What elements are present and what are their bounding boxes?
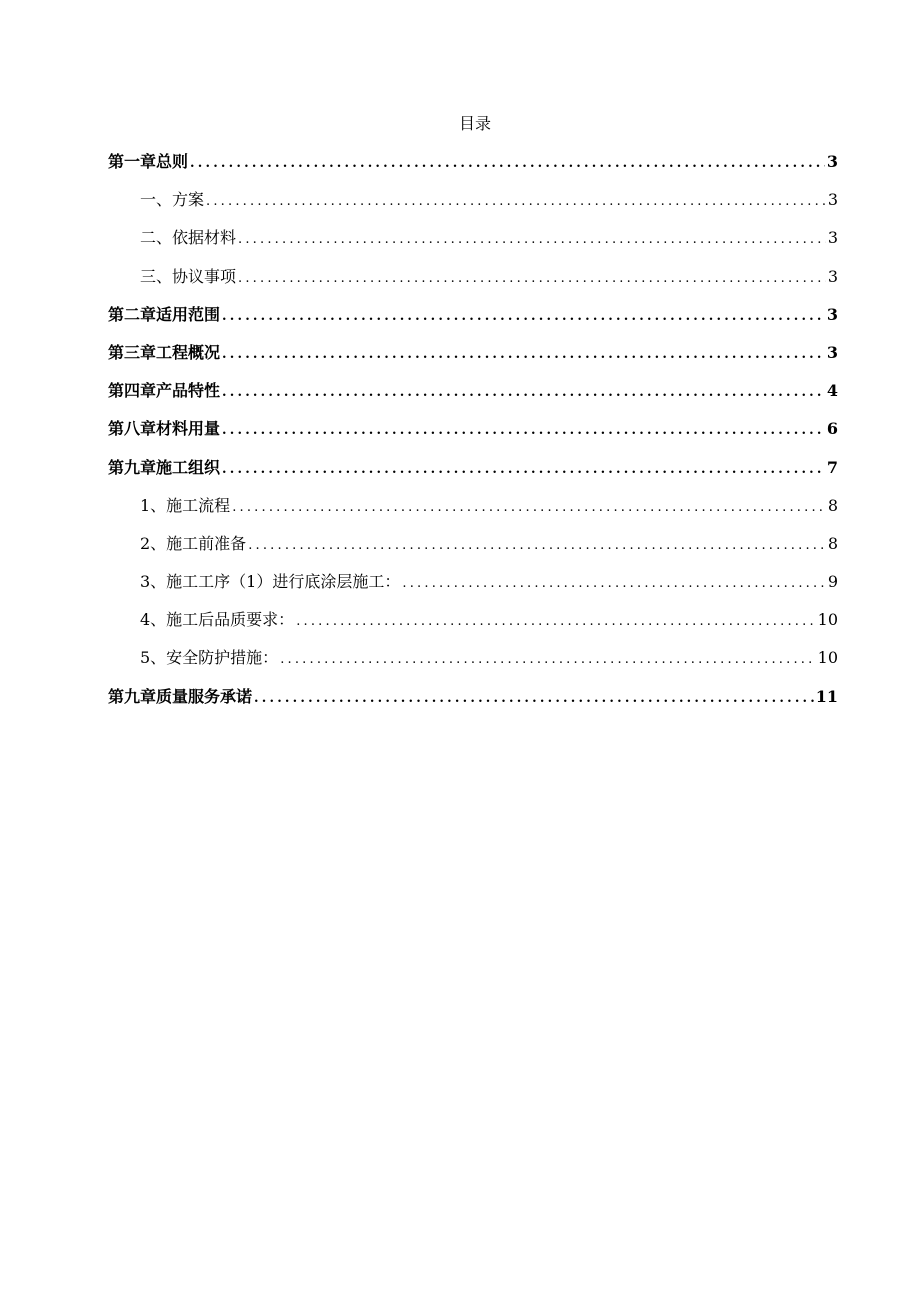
toc-entry-label: 第二章适用范围: [108, 304, 221, 324]
toc-entry-label: 2、施工前准备: [140, 533, 247, 553]
toc-entry[interactable]: [108, 417, 838, 455]
toc-dot-leader: [238, 228, 826, 252]
toc-entry-label: 二、依据材料: [140, 228, 237, 248]
toc-entry-label: 第八章材料用量: [108, 419, 221, 439]
toc-dot-leader: [232, 496, 826, 520]
toc-entry-page: 6: [826, 419, 838, 439]
toc-entry-label: 4、施工后品质要求：: [140, 610, 295, 630]
toc-entry-page: 8: [827, 533, 838, 553]
toc-entry-label: 第九章施工组织: [108, 457, 221, 477]
toc-entry[interactable]: [108, 341, 838, 379]
toc-dot-leader: [238, 267, 826, 291]
toc-dot-leader: [296, 610, 815, 634]
toc-entry-label: 3、施工工序（1）进行底涂层施工：: [140, 572, 401, 592]
toc-entry[interactable]: [108, 379, 838, 417]
toc-entry-page: 3: [827, 228, 838, 248]
toc-dot-leader: [402, 572, 825, 596]
toc-dot-leader: [206, 190, 826, 214]
toc-entry-label: 第九章质量服务承诺: [108, 686, 253, 706]
toc-entry[interactable]: [108, 646, 838, 684]
toc-entry-page: 9: [827, 572, 838, 592]
toc-entry[interactable]: [108, 570, 838, 608]
toc-entry-label: 5、安全防护措施：: [140, 648, 279, 668]
toc-title: 目录: [458, 114, 491, 133]
toc-entry[interactable]: [108, 303, 838, 341]
toc-dot-leader: [222, 305, 825, 329]
toc-entry[interactable]: [108, 494, 838, 532]
toc-entry[interactable]: [108, 188, 838, 226]
toc-entry[interactable]: [108, 265, 838, 303]
toc-entry[interactable]: [108, 226, 838, 264]
toc-entry-page: 3: [827, 190, 838, 210]
toc-entry[interactable]: [108, 532, 838, 570]
toc-entry-label: 一、方案: [140, 190, 205, 210]
toc-dot-leader: [254, 687, 814, 711]
toc-dot-leader: [222, 343, 825, 367]
toc-entry-label: 第四章产品特性: [108, 381, 221, 401]
toc-entry[interactable]: [108, 456, 838, 494]
toc-entry-page: 10: [817, 648, 838, 668]
toc-entry-label: 1、施工流程: [140, 495, 231, 515]
toc-dot-leader: [222, 381, 825, 405]
toc-entry[interactable]: [108, 608, 838, 646]
toc-dot-leader: [248, 534, 826, 558]
toc-entry-label: 三、协议事项: [140, 266, 237, 286]
toc-entry[interactable]: [108, 150, 838, 188]
toc-entry-page: 3: [826, 342, 838, 362]
toc-entry-page: 11: [815, 686, 838, 706]
toc-entry-label: 第三章工程概况: [108, 342, 221, 362]
toc-dot-leader: [280, 648, 815, 672]
table-of-contents: [108, 150, 838, 723]
toc-entry-page: 8: [827, 495, 838, 515]
toc-entry-page: 10: [817, 610, 838, 630]
toc-dot-leader: [222, 458, 825, 482]
toc-entry-page: 3: [826, 304, 838, 324]
toc-entry[interactable]: [108, 685, 838, 723]
toc-dot-leader: [190, 152, 825, 176]
toc-entry-page: 7: [826, 457, 838, 477]
toc-entry-label: 第一章总则: [108, 152, 189, 171]
toc-entry-page: 3: [826, 152, 838, 171]
toc-entry-page: 4: [826, 381, 838, 401]
toc-entry-page: 3: [827, 266, 838, 286]
toc-dot-leader: [222, 419, 825, 443]
